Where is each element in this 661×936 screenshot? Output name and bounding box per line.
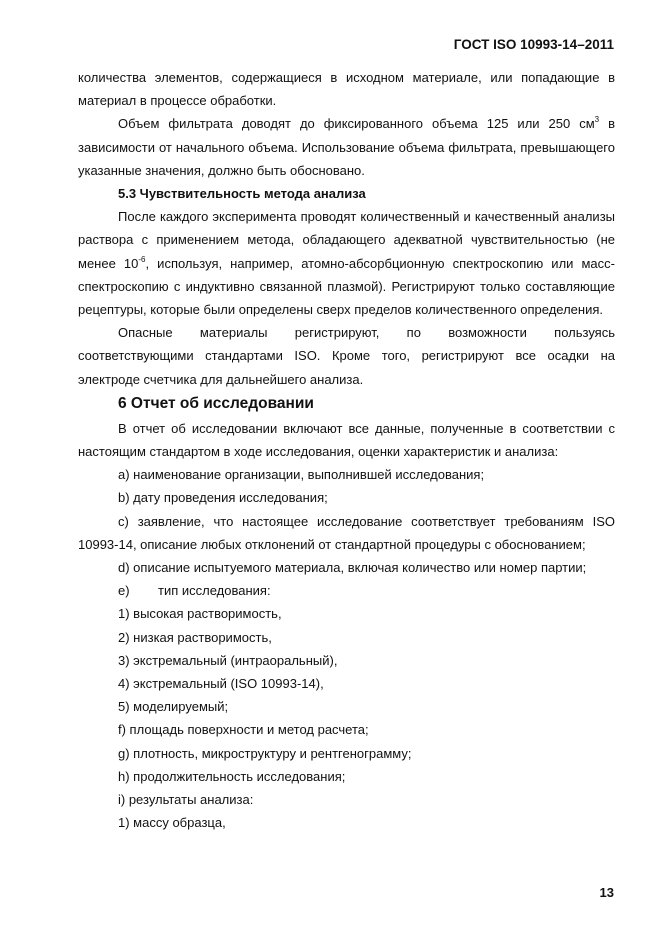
- document-header: ГОСТ ISO 10993-14–2011: [453, 37, 614, 52]
- list-item: h) продолжительность исследования;: [118, 768, 346, 784]
- list-item: а) наименование организации, выполнившей исследования;: [118, 467, 485, 483]
- paragraph: Опасные материалы регистрируют, по возможности пользуясь соответствующими стандартами ISO. Кроме того, регистрируют все осадки на электроде счетчика для дальнейшего анализа.: [78, 325, 615, 387]
- list-item: i) результаты анализа:: [118, 792, 254, 808]
- paragraph: количества элементов, содержащиеся в исходном материале, или попадающие в материал в процессе обработки.: [78, 70, 615, 109]
- document-body: [78, 66, 615, 835]
- list-item: f) площадь поверхности и метод расчета;: [118, 722, 369, 738]
- paragraph: В отчет об исследовании включают все данные, полученные в соответствии с настоящим стандартом в ходе исследования, оценки характеристик и анализа:: [78, 420, 615, 460]
- list-item: 2) низкая растворимость,: [118, 629, 272, 645]
- section-heading-5-3: 5.3 Чувствительность метода анализа: [118, 186, 366, 202]
- list-item: 1) высокая растворимость,: [118, 606, 282, 622]
- list-item: е) тип исследования:: [118, 583, 271, 599]
- list-item: с) заявление, что настоящее исследование соответствует требованиям ISO 10993-14, описание любых отклонений от стандартной процедуры с обоснованием;: [78, 513, 615, 552]
- section-heading-6: 6 Отчет об исследовании: [118, 394, 314, 412]
- paragraph: Объем фильтрата доводят до фиксированного объема 125 или 250 $см^3$ в зависимости от начального объема. Использование объема фильтрата, превышающего указанные значения, должно быть обосновано.: [78, 115, 615, 178]
- list-item: d) описание испытуемого материала, включая количество или номер партии;: [118, 560, 587, 576]
- paragraph: После каждого эксперимента проводят количественный и качественный анализы раствора с применением метода, обладающего адекватной чувствительностью (не менее $10^{-6}$, используя, например, атомно-абсорбционную спектроскопию или масс-спектроскопию с индуктивно связанной плазмой). Регистрируют только составляющие рецептуры, которые были определены сверх пределов количественного определения.: [78, 209, 615, 318]
- list-item: 4) экстремальный (ISO 10993-14),: [118, 676, 324, 692]
- list-item: g) плотность, микроструктуру и рентгенограмму;: [118, 745, 412, 761]
- list-item: b) дату проведения исследования;: [118, 490, 328, 506]
- list-item: 5) моделируемый;: [118, 699, 229, 715]
- page-number: 13: [599, 885, 614, 900]
- list-item: 3) экстремальный (интраоральный),: [118, 652, 338, 668]
- list-item: 1) массу образца,: [118, 815, 226, 831]
